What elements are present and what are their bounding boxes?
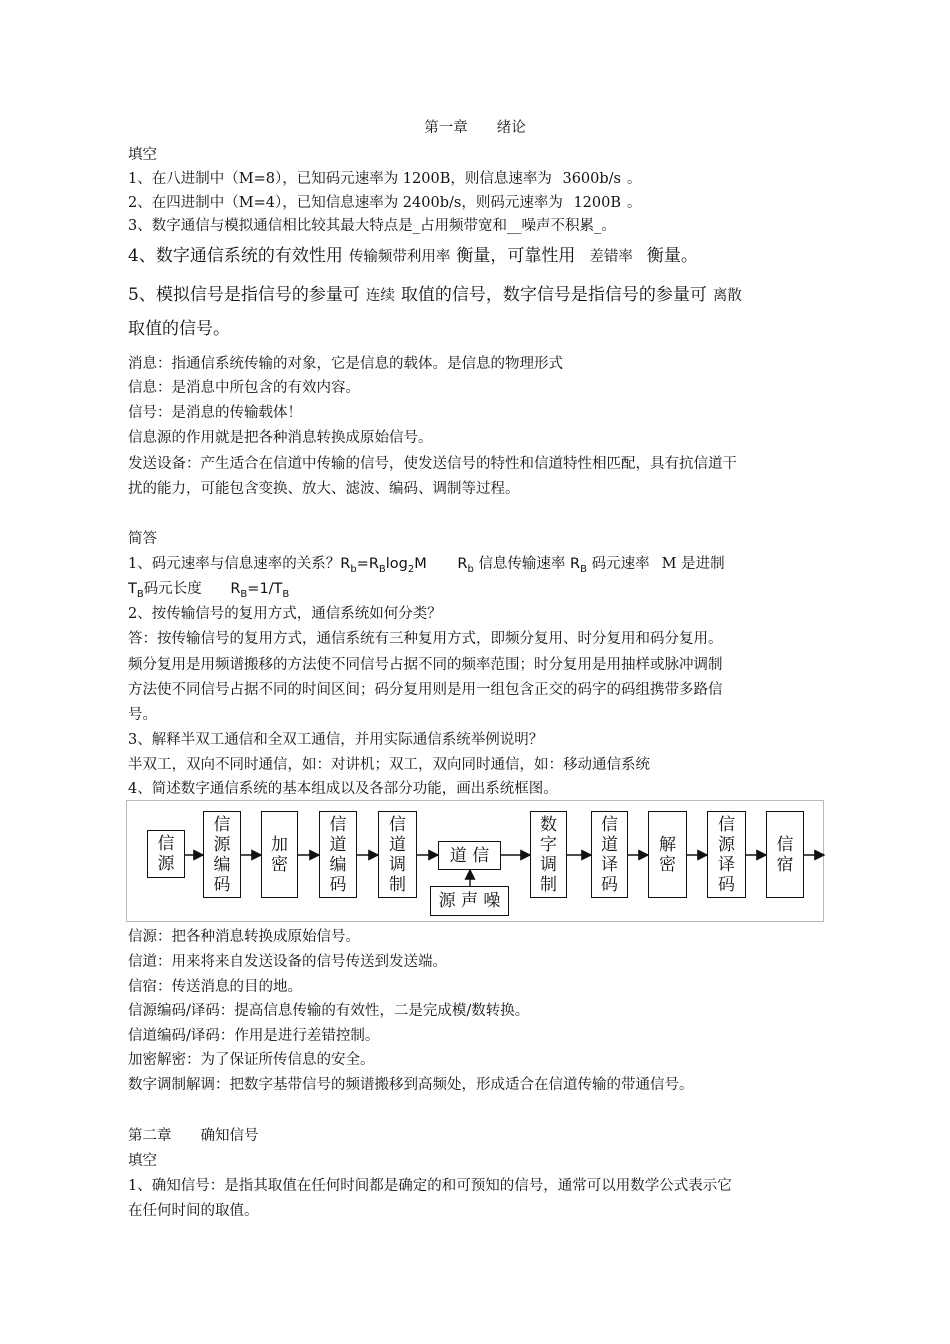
definition-signal: 信号：是消息的传输载体！ <box>128 405 302 421</box>
modulator-block: 信 道 调 制 <box>378 811 417 898</box>
explain-channel-coding: 信道编码/译码：作用是进行差错控制。 <box>128 1028 380 1044</box>
explain-encryption: 加密解密：为了保证所传信息的安全。 <box>128 1052 375 1068</box>
chapter-2-fill-heading: 填空 <box>128 1153 157 1169</box>
channel-encoder-block: 信 道 编 码 <box>319 811 357 898</box>
short-question-1-cont: $T_B$码元长度 $R_B=1/T_B$ <box>128 581 290 600</box>
chapter-2-title: 第二章 确知信号 <box>128 1128 259 1144</box>
answer-3: 半双工，双向不同时通信，如：对讲机；双工，双向同时通信，如：移动通信系统 <box>128 757 650 773</box>
short-question-2: 2、按传输信号的复用方式，通信系统如何分类？ <box>128 606 442 622</box>
decryption-block: 解 密 <box>648 811 687 898</box>
fill-question-4: 4、数字通信系统的有效性用 传输频带利用率 衡量，可靠性用 差错率 衡量。 <box>128 246 698 266</box>
definition-transmitter: 发送设备：产生适合在信道中传输的信号，使发送信号的特性和信道特性相匹配，具有抗信道干 <box>128 456 737 472</box>
chapter-2-question-1-cont: 在任何时间的取值。 <box>128 1203 259 1219</box>
system-block-diagram <box>126 800 824 922</box>
definition-transmitter-cont: 扰的能力，可能包含变换、放大、滤波、编码、调制等过程。 <box>128 481 520 497</box>
fill-question-3: 3、数字通信与模拟通信相比较其最大特点是_占用频带宽和__噪声不积累_。 <box>128 218 616 234</box>
channel-block: 道 信 <box>438 841 501 870</box>
answer-5b: 离散 <box>712 288 742 304</box>
fill-question-5: 5、模拟信号是指信号的参量可 连续 取值的信号，数字信号是指信号的参量可 离散 <box>128 284 748 307</box>
answer-4a: 传输频带利用率 <box>348 249 451 265</box>
fill-question-5-cont: 取值的信号。 <box>128 319 230 339</box>
short-answer-heading: 简答 <box>128 531 157 547</box>
chapter-1-title: 第一章 绪论 <box>424 120 526 136</box>
noise-source-block: 源 声 噪 <box>430 886 509 916</box>
explain-modulation: 数字调制解调：把数字基带信号的频谱搬移到高频处，形成适合在信道传输的带通信号。 <box>128 1077 694 1093</box>
encryption-block: 加 密 <box>261 811 298 898</box>
sink-block: 信 宿 <box>766 811 804 898</box>
explain-source-coding: 信源编码/译码：提高信息传输的有效性，二是完成模/数转换。 <box>128 1003 530 1019</box>
short-question-3: 3、解释半双工通信和全双工通信，并用实际通信系统举例说明？ <box>128 732 544 748</box>
source-decoder-block: 信 源 译 码 <box>707 811 746 898</box>
short-question-4: 4、简述数字通信系统的基本组成以及各部分功能，画出系统框图。 <box>128 781 558 797</box>
answer-2-line-1: 答：按传输信号的复用方式，通信系统有三种复用方式，即频分复用、时分复用和码分复用。 <box>128 631 723 647</box>
digital-demodulator-block: 数 字 调 制 <box>530 811 567 898</box>
source-encoder-block: 信 源 编 码 <box>203 811 241 898</box>
answer-5a: 连续 <box>365 288 395 304</box>
explain-sink: 信宿：传送消息的目的地。 <box>128 979 302 995</box>
answer-4b: 差错率 <box>589 249 633 265</box>
source-block: 信 源 <box>147 830 185 878</box>
fill-question-1: 1、在八进制中（M=8），已知码元速率为 1200B，则信息速率为 3600b/s 。 <box>128 168 642 190</box>
short-question-1: 1、码元速率与信息速率的关系？$R_b=R_B\log_2M$ $R_b$ 信息传输速率 $R_B$ 码元速率 M 是进制 <box>128 556 725 575</box>
fill-question-2: 2、在四进制中（M=4），已知信息速率为 2400b/s，则码元速率为 1200B 。 <box>128 192 642 214</box>
definition-information: 信息：是消息中所包含的有效内容。 <box>128 380 360 396</box>
explain-channel: 信道：用来将来自发送设备的信号传送到发送端。 <box>128 954 447 970</box>
channel-decoder-block: 信 道 译 码 <box>591 811 628 898</box>
answer-2-line-3: 方法使不同信号占据不同的时间区间；码分复用则是用一组包含正交的码字的码组携带多路信 <box>128 682 723 698</box>
answer-2-line-4: 号。 <box>128 707 157 723</box>
answer-1: 3600b/s <box>562 171 621 187</box>
answer-2: 1200B <box>573 195 621 211</box>
explain-source: 信源：把各种消息转换成原始信号。 <box>128 929 360 945</box>
chapter-2-question-1: 1、确知信号：是指其取值在任何时间都是确定的和可预知的信号，通常可以用数学公式表示它 <box>128 1178 732 1194</box>
definition-message: 消息：指通信系统传输的对象，它是信息的载体。是信息的物理形式 <box>128 356 563 372</box>
fill-heading: 填空 <box>128 147 157 163</box>
definition-source: 信息源的作用就是把各种消息转换成原始信号。 <box>128 430 433 446</box>
answer-2-line-2: 频分复用是用频谱搬移的方法使不同信号占据不同的频率范围；时分复用是用抽样或脉冲调制 <box>128 657 723 673</box>
